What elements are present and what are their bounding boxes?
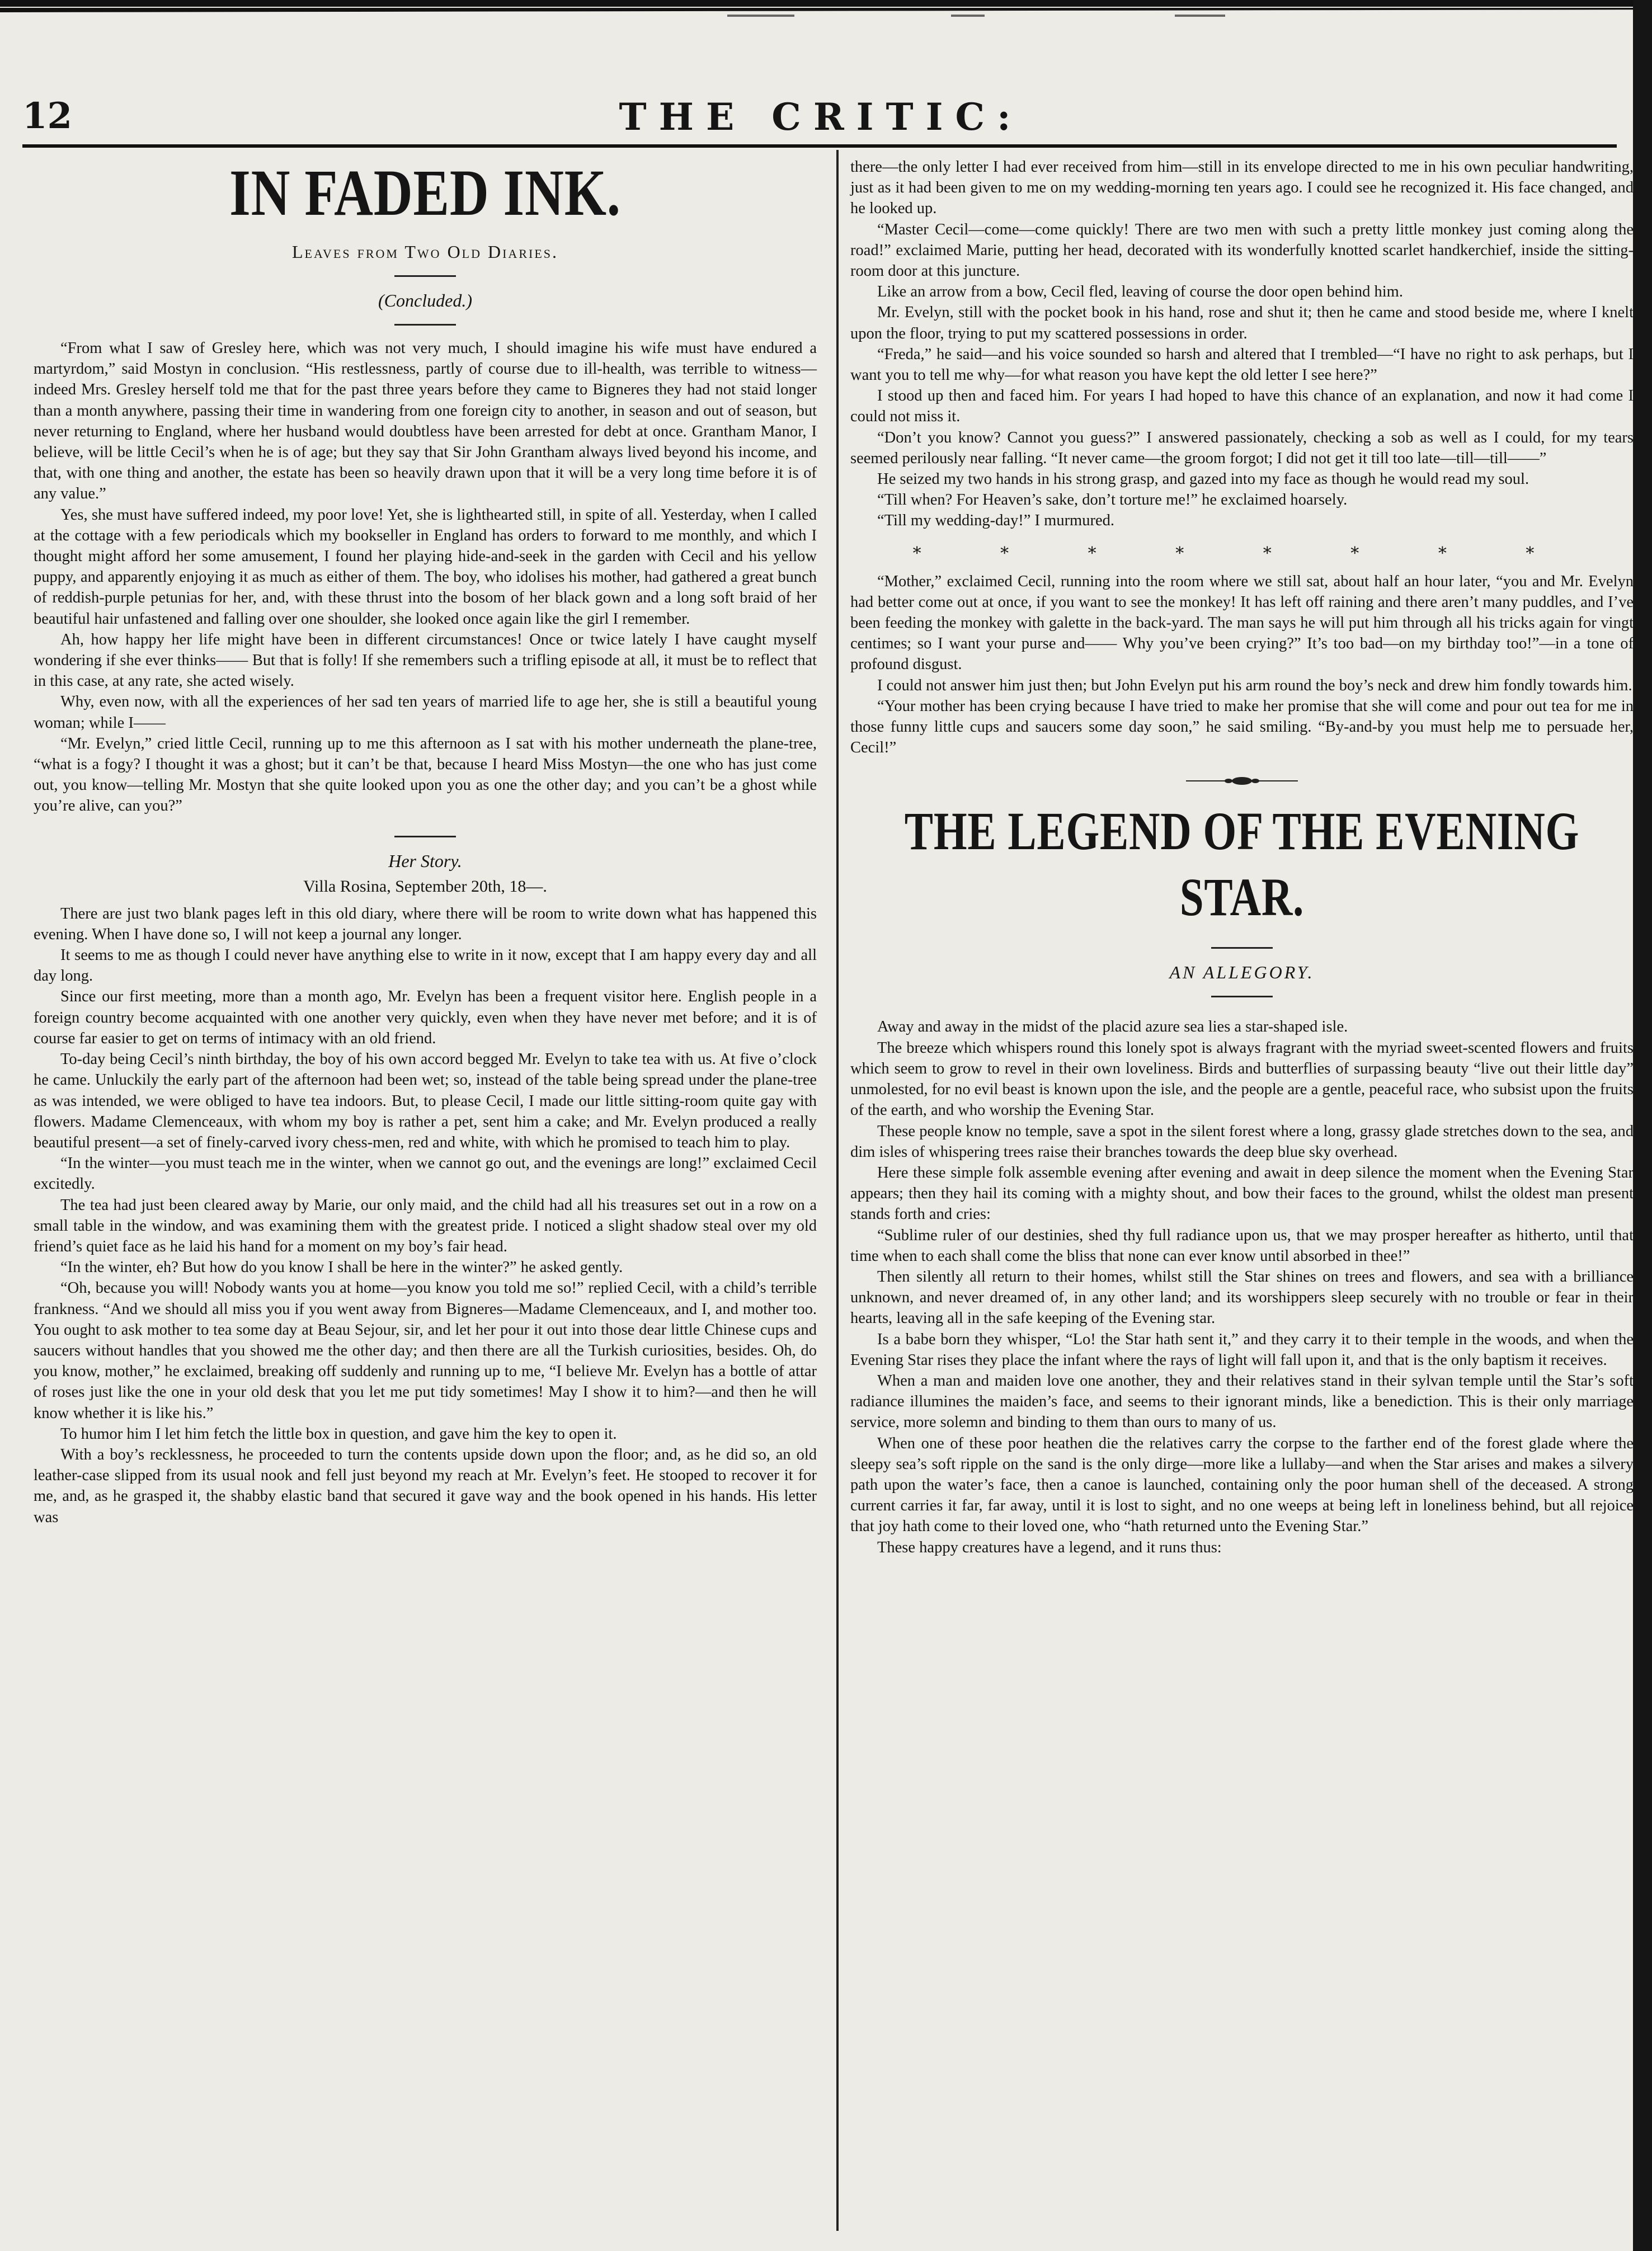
story-title: IN FADED INK. bbox=[229, 156, 621, 229]
short-rule bbox=[1211, 996, 1273, 997]
paragraph: “Master Cecil—come—come quickly! There are two men with such a pretty little monkey just coming along the road!” exclaimed Marie, putting her head, decorated with its wonderfully knotted scarlet handkerchief, inside the sitting-room door at this juncture. bbox=[850, 220, 1634, 280]
paragraph: These happy creatures have a legend, and it runs thus: bbox=[877, 1538, 1222, 1556]
paragraph: To-day being Cecil’s ninth birthday, the boy of his own accord begged Mr. Evelyn to take tea with us. At five o’clock he came. Unluckily the early part of the afternoon had been wet; so, instead of the table being spread under the plane-tree as was intended, we were obliged to have tea indoors. But, to please Cecil, I made our little sitting-room quite gay with flowers. Madame Clemenceaux, with whom my boy is rather a pet, sent him a cake; and Mr. Evelyn produced a really beautiful present—a set of finely-carved ivory chess-men, red and white, with which he promised to teach him to play. bbox=[34, 1051, 817, 1151]
paragraph: There are just two blank pages left in this old diary, where there will be room to write down what has happened this evening. When I have done so, I will not keep a journal any longer. bbox=[34, 905, 817, 943]
left-column bbox=[34, 157, 817, 1528]
masthead: THE CRITIC: bbox=[619, 95, 1023, 139]
dateline: Villa Rosina, September 20th, 18—. bbox=[303, 877, 547, 896]
short-rule bbox=[394, 324, 456, 326]
paragraph: To humor him I let him fetch the little box in question, and gave him the key to open it. bbox=[60, 1425, 617, 1443]
page-number: 12 bbox=[22, 95, 73, 137]
paragraph: Ah, how happy her life might have been in different circumstances! Once or twice lately I have caught myself wondering if she ever thinks—— But that is folly! If she remembers such a trifling episode at all, it must be to reflect that in this case, at any rate, she acted wisely. bbox=[34, 630, 817, 690]
concluded-note: (Concluded.) bbox=[378, 290, 472, 310]
paragraph: “In the winter, eh? But how do you know I shall be here in the winter?” he asked gently. bbox=[60, 1259, 623, 1277]
top-border bbox=[0, 0, 1652, 22]
header-rule bbox=[22, 144, 1617, 148]
paragraph: Like an arrow from a bow, Cecil fled, leaving of course the door open behind him. bbox=[877, 283, 1403, 301]
paragraph: “Don’t you know? Cannot you guess?” I answered passionately, checking a sob as well as I could, for my tears seemed perilously near falling. “It never came—the groom forgot; I did not get it till too late—till—till——” bbox=[850, 428, 1634, 467]
paragraph: The breeze which whispers round this lonely spot is always fragrant with the myriad sweet-scented flowers and fruits which seem to grow to revel in their own loveliness. Birds and butterflies of surpassing beauty “live out their little day” unmolested, for no evil beast is known upon the isle, and the people are a gentle, peaceful race, who subsist upon the fruits of the earth, and who worship the Evening Star. bbox=[850, 1039, 1634, 1119]
paragraph: The tea had just been cleared away by Marie, our only maid, and the child had all his treasures set out in a row on a small table in the window, and was examining them with the greatest pride. I noticed a slight shadow steal over my old friend’s quiet face as he laid his hand for a moment on my boy’s fair head. bbox=[34, 1196, 817, 1255]
section-break-stars: * * * * * * * * bbox=[912, 543, 1571, 563]
paragraph: It seems to me as though I could never have anything else to write in it now, except that I am happy every day and all day long. bbox=[34, 946, 817, 985]
paragraph: Yes, she must have suffered indeed, my poor love! Yet, she is lighthearted still, in spite of all. Yesterday, when I called at the cottage with a few periodicals which my bookseller in England has orders to forward to me monthly, and which I thought might afford her some amusement, I found her playing hide-and-seek in the garden with Cecil and his yellow puppy, and apparently enjoying it as much as either of them. The boy, who idolises his mother, had gathered a great bunch of reddish-purple petunias for her, and, with these thrust into the bosom of her black gown and a long soft braid of her beautiful hair unfastened and falling over one shoulder, she looked once again like the girl I remember. bbox=[34, 506, 817, 628]
paragraph: Mr. Evelyn, still with the pocket book in his hand, rose and shut it; then he came and stood beside me, where I knelt upon the floor, trying to put my scattered possessions in order. bbox=[850, 304, 1634, 342]
print-speck bbox=[727, 15, 794, 17]
paragraph: “Till when? For Heaven’s sake, don’t torture me!” he exclaimed hoarsely. bbox=[877, 491, 1348, 509]
paragraph: Why, even now, with all the experiences of her sad ten years of married life to age her, she is still a beautiful young woman; while I—— bbox=[34, 693, 817, 732]
column-divider bbox=[836, 150, 839, 2231]
right-edge-shadow bbox=[1633, 0, 1652, 2251]
paragraph: “Mother,” exclaimed Cecil, running into the room where we still sat, about half an hour later, “you and Mr. Evelyn had better come out at once, if you want to see the monkey! It has left off raining and there aren’t many puddles, and I’ve been feeding the monkey with galette in the back-yard. The man says he will put him through all his tricks again for vingt centimes; so I want your purse and—— Why you’ve been crying?” It’s too bad—on my birthday too!”—in a tone of profound disgust. bbox=[850, 572, 1634, 674]
page-header bbox=[22, 95, 1620, 151]
paragraph: “Till my wedding-day!” I murmured. bbox=[877, 512, 1114, 530]
paragraph: Away and away in the midst of the placid azure sea lies a star-shaped isle. bbox=[877, 1018, 1348, 1036]
paragraph: Then silently all return to their homes, whilst still the Star shines on trees and flowers, and sea with a brilliance unknown, and never dreamed of, in any other land; and its worshippers sleep securely with no trouble or fear in their hearts, leaving all in the safe keeping of the Evening star. bbox=[850, 1268, 1634, 1327]
paragraph: “Your mother has been crying because I have tried to make her promise that she will come and pour out tea for me in those funny little cups and saucers some day soon,” he said smiling. “By-and-by you must help me to persuade her, Cecil!” bbox=[850, 697, 1634, 757]
story-subtitle: AN ALLEGORY. bbox=[1169, 962, 1315, 983]
paragraph: “In the winter—you must teach me in the winter, when we cannot go out, and the evenings are long!” exclaimed Cecil excitedly. bbox=[34, 1155, 817, 1193]
paragraph: “Freda,” he said—and his voice sounded so harsh and altered that I trembled—“I have no right to ask perhaps, but I want you to tell me why—for what reason you have kept the old letter I see here?” bbox=[850, 345, 1634, 384]
paragraph: He seized my two hands in his strong grasp, and gazed into my face as though he would read my soul. bbox=[877, 470, 1529, 488]
paragraph: Here these simple folk assemble evening after evening and await in deep silence the moment when the Evening Star appears; then they hail its coming with a mighty shout, and bow their faces to the ground, whilst the oldest man present stands forth and cries: bbox=[850, 1164, 1634, 1223]
paragraph: I could not answer him just then; but John Evelyn put his arm round the boy’s neck and drew him fondly towards him. bbox=[877, 676, 1632, 694]
top-rule-tapered bbox=[0, 8, 1652, 12]
short-rule bbox=[1211, 947, 1273, 949]
paragraph: there—the only letter I had ever received from him—still in its envelope directed to me in his own peculiar handwriting, just as it had been given to me on my wedding-morning ten years ago. I could see he recognized it. His face changed, and he looked up. bbox=[850, 158, 1634, 218]
short-rule bbox=[394, 275, 456, 277]
paragraph: “Oh, because you will! Nobody wants you at home—you know you told me so!” replied Cecil, with a child’s terrible frankness. “And we should all miss you if you went away from Bigneres—Madame Clemenceaux, and I, and mother too. You ought to ask mother to tea some day at Beau Sejour, sir, and let her pour it out into those dear little Chinese cups and saucers without handles that you showed me the other day; and then there are all the Turkish curiosities, besides. Oh, do you know, mother,” he exclaimed, breaking off suddenly and running up to me, “I believe Mr. Evelyn has a bottle of attar of roses just like the one in your old desk that you let me put tidy sometimes! May I show it to him?—and then he will know whether it is like his.” bbox=[34, 1279, 817, 1422]
paragraph: When one of these poor heathen die the relatives carry the corpse to the farther end of the forest glade where the sleepy sea’s soft ripple on the sand is the only dirge—more like a lullaby—and when the Star arises and makes a silvery path upon the water’s face, then a canoe is launched, containing only the poor human shell of the deceased. A strong current carries it far, far away, until it is lost to sight, and no one weeps at being left in loneliness behind, but all rejoice that joy hath come to their loved one, who “hath returned unto the Evening Star.” bbox=[850, 1434, 1634, 1536]
paragraph: I stood up then and faced him. For years I had hoped to have this chance of an explanation, and now it had come I could not miss it. bbox=[850, 387, 1634, 426]
top-rule-thick bbox=[0, 0, 1652, 7]
paragraph: “Mr. Evelyn,” cried little Cecil, running up to me this afternoon as I sat with his mother underneath the plane-tree, “what is a fogy? I thought it was a ghost; but it can’t be that, because I heard Miss Mostyn—the one who has just come out, you know—telling Mr. Mostyn that she quite looked upon you as one the other day; and you can’t be a ghost while you’re alive, can you?” bbox=[34, 734, 817, 815]
section-heading-her-story: Her Story. bbox=[388, 850, 462, 871]
print-speck bbox=[951, 15, 985, 17]
paragraph: Is a babe born they whisper, “Lo! the Star hath sent it,” and they carry it to their temple in the woods, and when the Evening Star rises they place the infant where the rays of light will fall upon it, and that is the only baptism it receives. bbox=[850, 1330, 1634, 1369]
short-rule bbox=[394, 836, 456, 837]
paragraph: Since our first meeting, more than a month ago, Mr. Evelyn has been a frequent visitor here. English people in a foreign country become acquainted with one another very quickly, even when they have never met before; and it is of course far easier to get on terms of intimacy with an old friend. bbox=[34, 988, 817, 1047]
paragraph: “Sublime ruler of our destinies, shed thy full radiance upon us, that we may prosper hereafter as hitherto, until that time when to each shall come the bliss that none can ever know until absorbed in thee!” bbox=[850, 1226, 1634, 1265]
paragraph: With a boy’s recklessness, he proceeded to turn the contents upside down upon the floor; and, as he did so, an old leather-case slipped from its usual nook and fell just beyond my reach at Mr. Evelyn’s feet. He stooped to recover it for me, and, as he grasped it, the shabby elastic band that secured it gave way and the book opened in his hands. His letter was bbox=[34, 1445, 817, 1526]
paragraph: When a man and maiden love one another, they and their relatives stand in their sylvan temple until the Star’s soft radiance illumines the maiden’s face, and seems to their ignorant minds, like a benediction. This is their only marriage service, more solemn and binding to them than ours to many of us. bbox=[850, 1372, 1634, 1431]
story-subtitle: Leaves from Two Old Diaries. bbox=[291, 242, 558, 262]
print-speck bbox=[1175, 15, 1225, 17]
paragraph: These people know no temple, save a spot in the silent forest where a long, grassy glade stretches down to the sea, and dim isles of whispering trees raise their branches towards the deep blue sky overhead. bbox=[850, 1122, 1634, 1161]
ornament-divider bbox=[1186, 775, 1298, 787]
paragraph: “From what I saw of Gresley here, which was not very much, I should imagine his wife must have endured a martyrdom,” said Mostyn in conclusion. “His restlessness, partly of course due to ill-health, was terrible to witness—indeed Mrs. Gresley herself told me that for the past three years before they came to Bigneres they had not staid longer than a month anywhere, passing their time in wandering from one foreign city to another, in season and out of season, but never returning to England, where her husband would doubtless have been arrested for debt at once. Grantham Manor, I believe, will be little Cecil’s when he is of age; but they say that Sir John Grantham always lived beyond his income, and that, with one thing and another, the estate has been so heavily drawn upon that it will be a very long time before it is of any value.” bbox=[34, 340, 817, 503]
story-title: THE LEGEND OF THE EVENING STAR. bbox=[904, 801, 1580, 927]
right-column bbox=[850, 157, 1634, 1558]
